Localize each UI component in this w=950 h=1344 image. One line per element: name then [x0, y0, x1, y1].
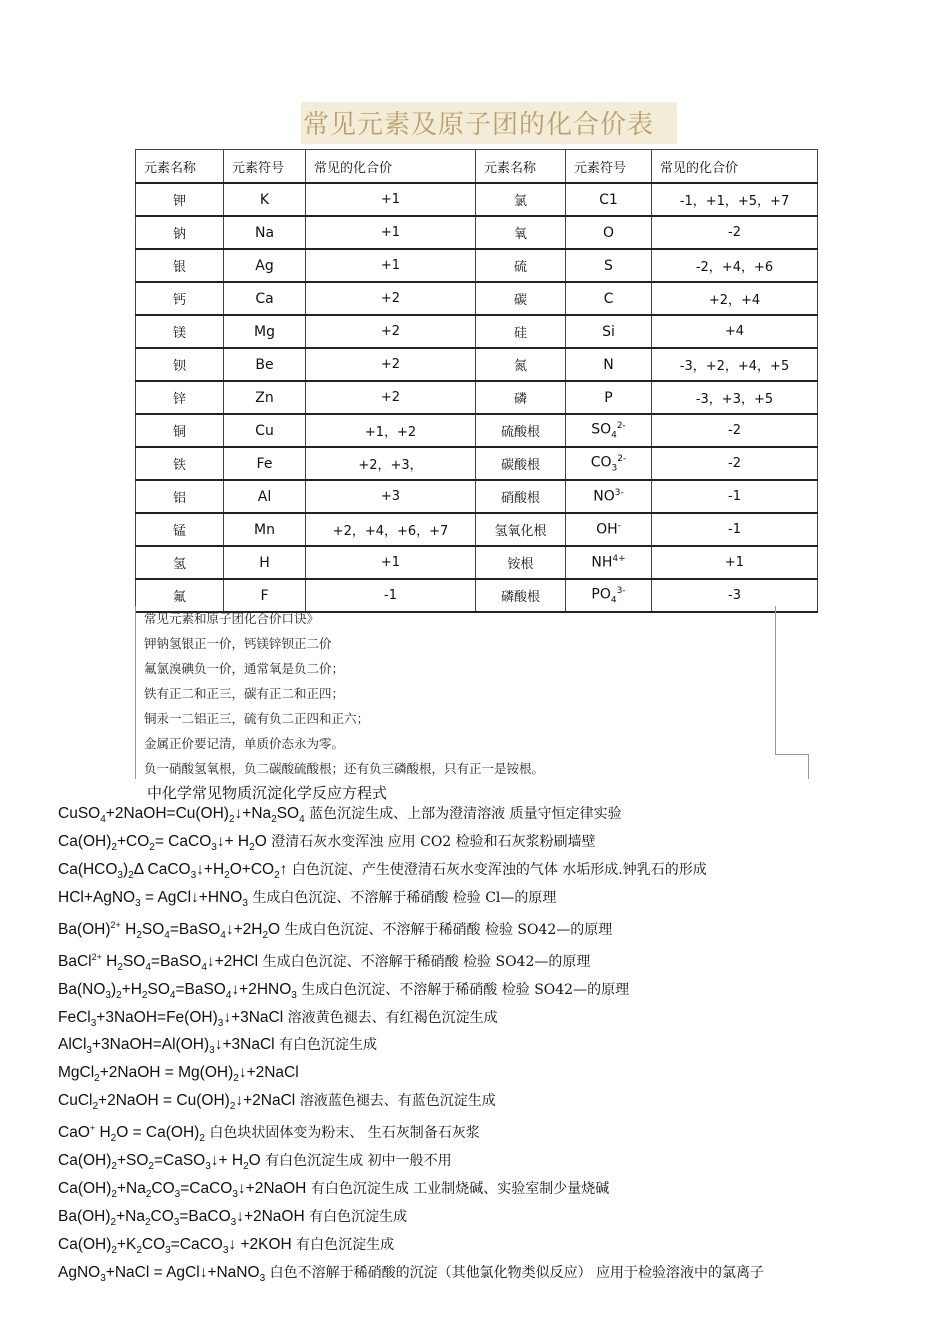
cell-element-name: 铁: [136, 447, 224, 480]
equation-formula: Ba(OH)$^{2+}$ $H_2SO_4=BaSO_4↓+2H_2O$: [58, 919, 281, 941]
cell-valence: +2: [306, 315, 476, 348]
cell-element-name: 铵根: [476, 546, 566, 579]
cell-element-symbol: Be: [224, 348, 306, 381]
cell-valence: -1，+1，+5，+7: [652, 183, 818, 216]
header-element-name: 元素名称: [136, 150, 224, 184]
equation-line: [58, 1206, 818, 1234]
equation-line: [58, 1150, 818, 1178]
equation-formula: MgCl$_2$+2NaOH = $Mg(OH)_2↓+2NaCl$: [58, 1064, 299, 1085]
equation-note: 澄清石灰水变浑浊 应用 CO2 检验和石灰浆粉刷墙壁: [266, 833, 596, 850]
equation-note: 生成白色沉淀、不溶解于稀硝酸 检验 Cl—的原理: [247, 889, 557, 906]
cell-element-symbol: C1: [566, 183, 652, 216]
equation-formula: $Ca(OH)_2+Na_2CO_3=CaCO_3↓+2NaOH$: [58, 1180, 307, 1201]
cell-valence: -1: [652, 513, 818, 546]
equation-note: 有白色沉淀生成: [274, 1037, 378, 1054]
cell-valence: -3，+2，+4，+5: [652, 348, 818, 381]
cell-valence: -3，+3，+5: [652, 381, 818, 414]
cell-element-symbol: $CO_3^{2-}$: [566, 447, 652, 480]
cell-valence: +2，+3，: [306, 447, 476, 480]
cell-element-symbol: $NO^{3-}$: [566, 480, 652, 513]
equation-formula: $AlCl_3+3NaOH=Al(OH)_3↓+3NaCl$: [58, 1036, 275, 1057]
header-element-name-2: 元素名称: [476, 150, 566, 184]
cell-valence: -3: [652, 579, 818, 612]
equation-line: [58, 947, 818, 979]
equation-line: [58, 1262, 818, 1290]
header-valence: 常见的化合价: [306, 150, 476, 184]
cell-element-symbol: Ca: [224, 282, 306, 315]
equation-line: [58, 1234, 818, 1262]
cell-valence: +2: [306, 282, 476, 315]
cell-element-symbol: $NH^{4+}$: [566, 546, 652, 579]
cell-element-name: 锰: [136, 513, 224, 546]
cell-valence: -2: [652, 447, 818, 480]
cell-element-name: 铝: [136, 480, 224, 513]
header-element-symbol: 元素符号: [224, 150, 306, 184]
header-valence-2: 常见的化合价: [652, 150, 818, 184]
equation-note: 溶液蓝色褪去、有蓝色沉淀生成: [295, 1093, 496, 1110]
cell-element-symbol: S: [566, 249, 652, 282]
cell-element-symbol: Si: [566, 315, 652, 348]
equation-note: 白色沉淀、产生使澄清石灰水变浑浊的气体 水垢形成.钟乳石的形成: [287, 861, 707, 878]
cell-element-name: 银: [136, 249, 224, 282]
cell-element-symbol: OH-: [566, 513, 652, 546]
equation-line: [58, 859, 818, 887]
equation-line: [58, 1007, 818, 1035]
equation-note: 蓝色沉淀生成、上部为澄清溶液 质量守恒定律实验: [304, 806, 622, 822]
cell-element-name: 氯: [476, 183, 566, 216]
mnemonic-line: 负一硝酸氢氧根，负二碳酸硫酸根；还有负三磷酸根，只有正一是铵根。: [144, 761, 545, 776]
equation-line: [58, 915, 818, 947]
table-body: [136, 183, 818, 612]
cell-element-name: 磷酸根: [476, 579, 566, 612]
cell-element-name: 铜: [136, 414, 224, 447]
cell-element-symbol: Cu: [224, 414, 306, 447]
table-row: [136, 513, 818, 546]
cell-element-name: 钙: [136, 282, 224, 315]
table-row: [136, 381, 818, 414]
cell-valence: -1: [306, 579, 476, 612]
table-row: [136, 414, 818, 447]
cell-element-symbol: H: [224, 546, 306, 579]
equation-note: 白色不溶解于稀硝酸的沉淀（其他氯化物类似反应） 应用于检验溶液中的氯离子: [265, 1264, 765, 1281]
equation-formula: $FeCl_3+3NaOH=Fe(OH)_3↓+3NaCl$: [58, 1008, 284, 1029]
cell-element-symbol: $PO_4^{3-}$: [566, 579, 652, 612]
cell-element-symbol: Fe: [224, 447, 306, 480]
cell-valence: -2: [652, 216, 818, 249]
header-element-symbol-2: 元素符号: [566, 150, 652, 184]
equation-formula: CuCl$_2$+2NaOH = $Cu(OH)_2↓+2NaCl$: [58, 1092, 296, 1113]
equation-formula: CaO+ $H_2O = Ca(OH)_2$: [58, 1123, 205, 1145]
equation-line: [58, 831, 818, 859]
cell-element-symbol: Mg: [224, 315, 306, 348]
mnemonic-line: 金属正价要记清，单质价态永为零。: [144, 736, 345, 751]
equation-line: [58, 803, 818, 831]
equation-formula: $Ca(OH)_2+K_2CO_3=CaCO_3↓ +2KOH$: [58, 1235, 292, 1256]
equation-formula: BaCl$^{2+}$ $H_2SO_4=BaSO_4↓+2HCl$: [58, 951, 259, 973]
equation-note: 生成白色沉淀、不溶解于稀硝酸 检验 SO42—的原理: [258, 953, 591, 970]
cell-element-symbol: Al: [224, 480, 306, 513]
mnemonic-line: 氟氯溴碘负一价，通常氧是负二价；: [144, 661, 345, 676]
table-row: [136, 183, 818, 216]
cell-element-symbol: $SO_4^{2-}$: [566, 414, 652, 447]
cell-valence: +2，+4，+6，+7: [306, 513, 476, 546]
mnemonic-line: 铁有正二和正三，碳有正二和正四；: [144, 686, 345, 701]
equation-formula: $Ca(HCO_3)_2\Delta$ $CaCO_3↓+H_2O+CO_2↑$: [58, 860, 288, 881]
cell-element-symbol: P: [566, 381, 652, 414]
mnemonic-border-right: [775, 606, 776, 754]
table-row: [136, 315, 818, 348]
mnemonic-line: 铜汞一二铝正三，硫有负二正四和正六；: [144, 711, 370, 726]
page-title: 常见元素及原子团的化合价表: [303, 110, 655, 140]
cell-element-symbol: Zn: [224, 381, 306, 414]
valence-table: [135, 149, 818, 613]
cell-element-name: 碳: [476, 282, 566, 315]
cell-valence: +1: [306, 249, 476, 282]
cell-element-symbol: N: [566, 348, 652, 381]
equation-note: 有白色沉淀生成: [304, 1208, 408, 1225]
mnemonic-border-step: [775, 754, 808, 755]
cell-element-symbol: Na: [224, 216, 306, 249]
equation-line: [58, 887, 818, 915]
cell-element-symbol: C: [566, 282, 652, 315]
equation-note: 有白色沉淀生成 初中一般不用: [260, 1153, 452, 1170]
equation-line: [58, 979, 818, 1007]
table-row: [136, 447, 818, 480]
table-header-row: [136, 150, 818, 184]
cell-element-name: 镁: [136, 315, 224, 348]
cell-valence: +1: [652, 546, 818, 579]
equation-note: 溶液黄色褪去、有红褐色沉淀生成: [283, 1009, 498, 1026]
equation-line: [58, 1178, 818, 1206]
table-row: [136, 546, 818, 579]
equations-title: 中化学常见物质沉淀化学反应方程式: [147, 784, 388, 802]
equation-note: 生成白色沉淀、不溶解于稀硝酸 检验 SO42—的原理: [280, 921, 613, 938]
cell-element-name: 钡: [136, 348, 224, 381]
cell-valence: +1，+2: [306, 414, 476, 447]
equation-formula: $CuSO_4+2NaOH=Cu(OH)_2↓+Na_2SO_4$: [58, 805, 305, 826]
equation-line: [58, 1034, 818, 1062]
cell-element-name: 锌: [136, 381, 224, 414]
cell-element-name: 磷: [476, 381, 566, 414]
cell-valence: +4: [652, 315, 818, 348]
mnemonic-heading: 常见元素和原子团化合价口诀》: [144, 611, 320, 626]
mnemonic-box: [135, 606, 775, 781]
equations-list: [58, 803, 818, 1290]
equation-line: [58, 1062, 818, 1090]
equation-formula: $Ba(NO_3)_2+H_2SO_4=BaSO_4↓+2HNO_3$: [58, 980, 297, 1001]
equation-note: 白色块状固体变为粉末、 生石灰制备石灰浆: [204, 1125, 480, 1142]
mnemonic-line: 钾钠氢银正一价，钙镁锌钡正二价: [144, 636, 332, 651]
cell-element-symbol: Mn: [224, 513, 306, 546]
cell-valence: +2: [306, 348, 476, 381]
equation-formula: $Ca(OH)_2+SO_2=CaSO_3↓+ H_2O$: [58, 1152, 261, 1173]
equation-line: [58, 1118, 818, 1150]
cell-valence: +1: [306, 546, 476, 579]
cell-element-name: 氢氧化根: [476, 513, 566, 546]
equation-line: [58, 1090, 818, 1118]
cell-element-symbol: F: [224, 579, 306, 612]
cell-valence: +1: [306, 216, 476, 249]
table-row: [136, 249, 818, 282]
cell-valence: -2，+4，+6: [652, 249, 818, 282]
cell-element-name: 钠: [136, 216, 224, 249]
mnemonic-border-right-2: [808, 754, 809, 779]
equation-formula: $Ba(OH)_2+Na_2CO_3=BaCO_3↓+2NaOH$: [58, 1207, 305, 1229]
table-row: [136, 348, 818, 381]
cell-valence: +3: [306, 480, 476, 513]
equation-formula: $Ca(OH)_2+CO_2=$ CaCO$_3$↓+ $H_2O$: [58, 832, 267, 853]
cell-element-name: 硅: [476, 315, 566, 348]
cell-valence: -1: [652, 480, 818, 513]
equation-note: 生成白色沉淀、不溶解于稀硝酸 检验 SO42—的原理: [296, 981, 630, 998]
cell-element-symbol: Ag: [224, 249, 306, 282]
equation-formula: HCl+AgNO$_3$ = $AgCl↓+HNO_3$: [58, 888, 248, 909]
cell-element-name: 硫酸根: [476, 414, 566, 447]
cell-valence: +2，+4: [652, 282, 818, 315]
cell-element-name: 氢: [136, 546, 224, 579]
table-row: [136, 282, 818, 315]
cell-element-symbol: O: [566, 216, 652, 249]
table-row: [136, 216, 818, 249]
cell-element-name: 硫: [476, 249, 566, 282]
equation-note: 有白色沉淀生成: [291, 1236, 395, 1253]
table-row: [136, 480, 818, 513]
cell-element-name: 氮: [476, 348, 566, 381]
equation-note: 有白色沉淀生成 工业制烧碱、实验室制少量烧碱: [306, 1181, 610, 1198]
cell-valence: +1: [306, 183, 476, 216]
cell-element-name: 氧: [476, 216, 566, 249]
cell-element-name: 硝酸根: [476, 480, 566, 513]
cell-element-name: 碳酸根: [476, 447, 566, 480]
cell-valence: -2: [652, 414, 818, 447]
cell-element-name: 钾: [136, 183, 224, 216]
equation-formula: AgNO$_3$+NaCl = AgCl↓+NaNO$_3$: [58, 1263, 266, 1284]
cell-element-name: 氟: [136, 579, 224, 612]
cell-element-symbol: K: [224, 183, 306, 216]
cell-valence: +2: [306, 381, 476, 414]
